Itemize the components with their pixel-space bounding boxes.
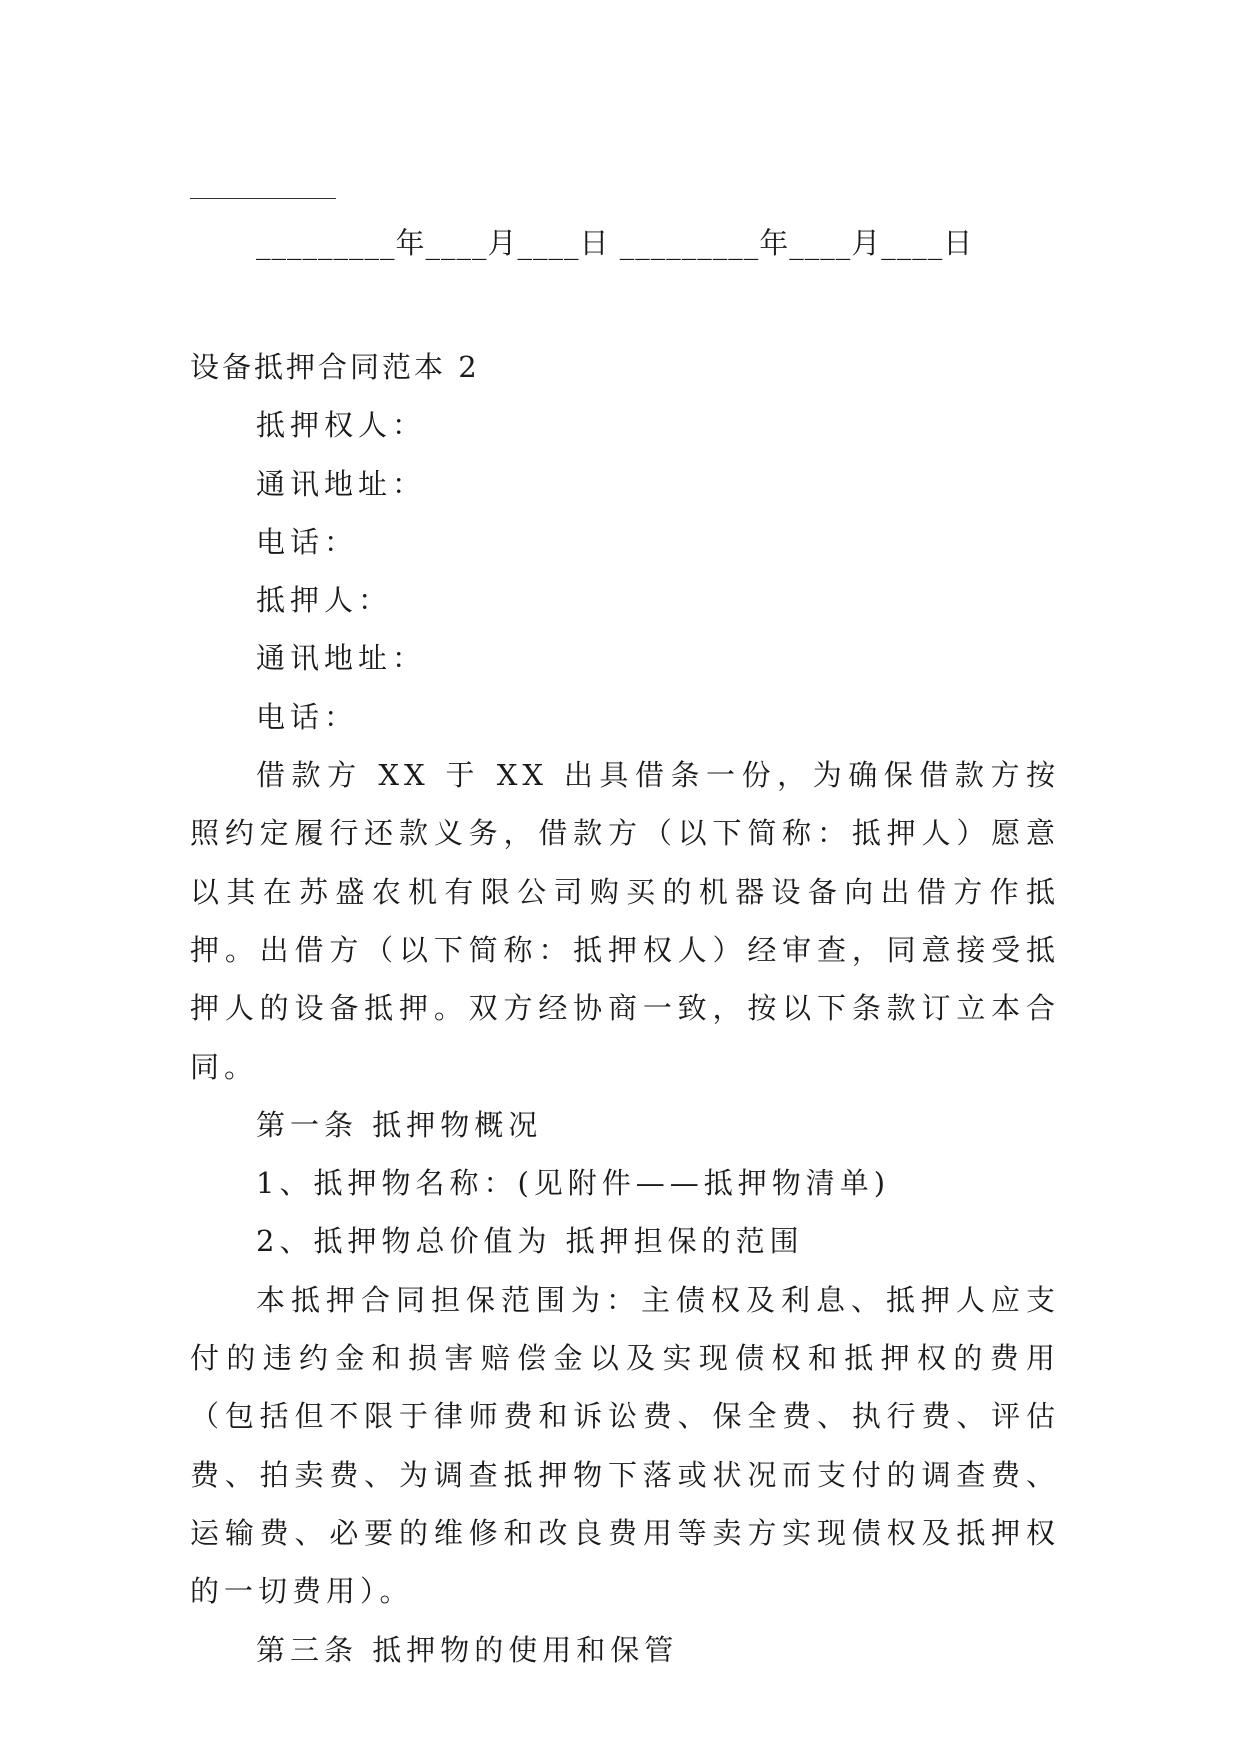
contract-body [190, 338, 1060, 1679]
contract-title: 设备抵押合同范本 2 [190, 350, 480, 384]
article-1-heading: 第一条 抵押物概况 [256, 1107, 543, 1142]
article-3-heading: 第三条 抵押物的使用和保管 [256, 1632, 679, 1667]
mortgagee-phone-label: 电话： [256, 524, 359, 559]
mortgagor-phone-label: 电话： [256, 699, 359, 734]
scope-paragraph: 本抵押合同担保范围为：主债权及利息、抵押人应支付的违约金和损害赔偿金以及实现债权和抵押权的费用（包括但不限于律师费和诉讼费、保全费、执行费、评估费、拍卖费、为调查抵押物下落或状况而支付的调查费、运输费、必要的维修和改良费用等卖方实现债权及抵押权的一切费用）。 [190, 1282, 1060, 1609]
article-1-item-2: 2、抵押物总价值为 抵押担保的范围 [256, 1224, 804, 1259]
mortgagee-address-label: 通讯地址： [256, 466, 427, 501]
signature-underline [190, 198, 336, 199]
mortgagor-address-label: 通讯地址： [256, 641, 427, 676]
mortgagor-label: 抵押人： [256, 583, 393, 618]
article-1-item-1: 1、抵押物名称：(见附件——抵押物清单) [256, 1166, 891, 1201]
preamble-paragraph: 借款方 XX 于 XX 出具借条一份，为确保借款方按照约定履行还款义务，借款方（以下简称：抵押人）愿意以其在苏盛农机有限公司购买的机器设备向出借方作抵押。出借方（以下简称：抵押权人）经审查，同意接受抵押人的设备抵押。双方经协商一致，按以下条款订立本合同。 [190, 758, 1060, 1084]
signature-date-line: _________年____月____日 _________年____月____日 [256, 226, 974, 260]
mortgagee-label: 抵押权人： [256, 408, 427, 443]
